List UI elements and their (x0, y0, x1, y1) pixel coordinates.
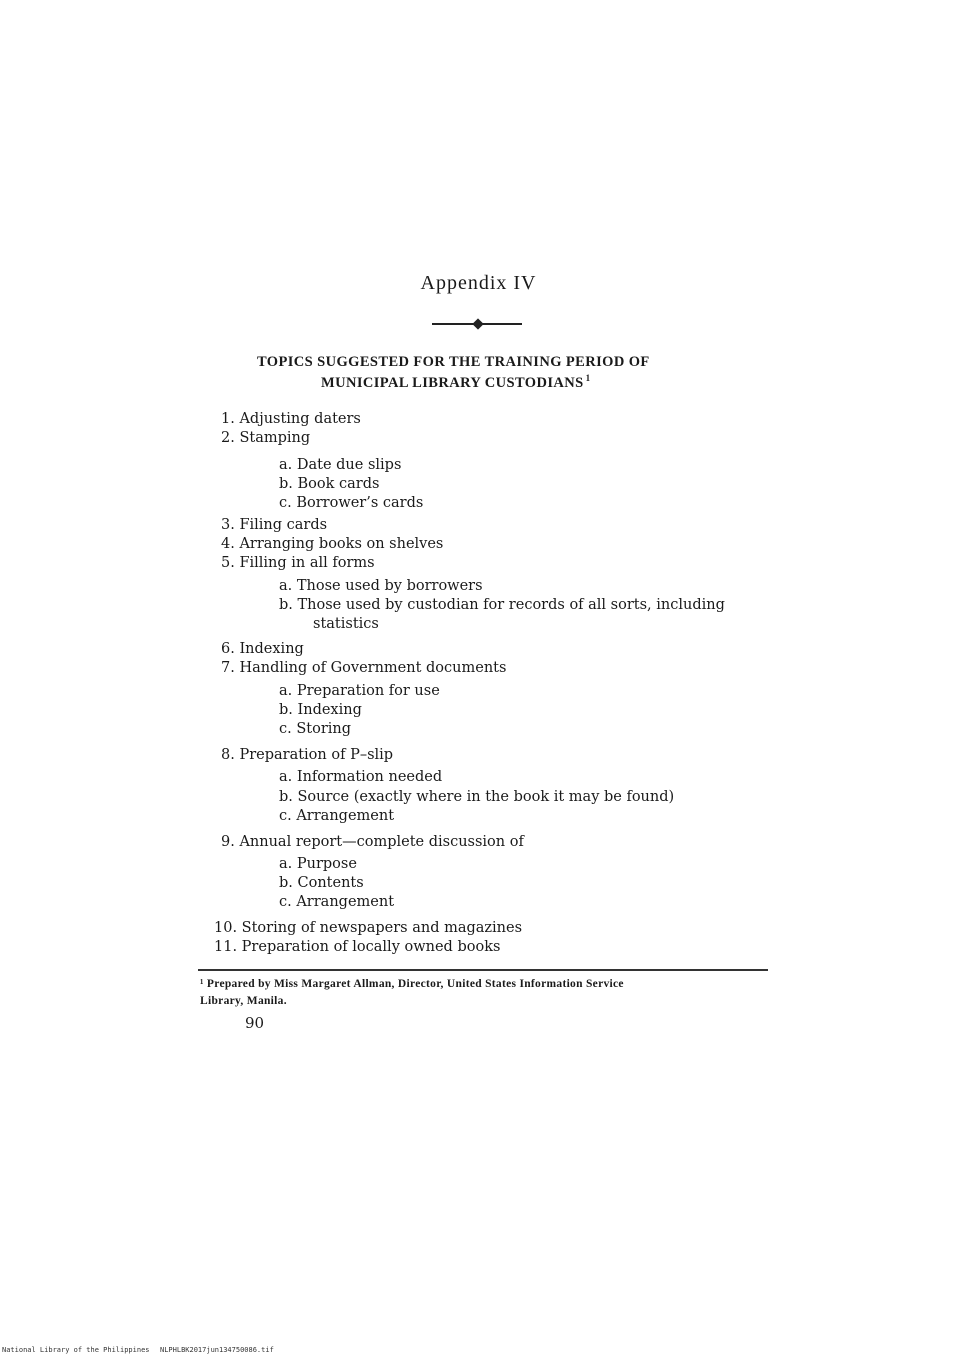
scan-credit-left: National Library of the Philippines (2, 1346, 150, 1354)
list-item: 7. Handling of Government documents (221, 660, 507, 676)
heading-line-1: TOPICS SUGGESTED FOR THE TRAINING PERIOD OF (257, 354, 650, 370)
list-item: 3. Filing cards (221, 517, 328, 533)
footnote-rule (198, 969, 768, 971)
list-item: 2. Stamping (221, 430, 311, 446)
footnote-line-2: Library, Manila. (200, 995, 287, 1007)
list-item: 11. Preparation of locally owned books (214, 939, 501, 955)
list-item: 8. Preparation of P–slip (221, 747, 394, 763)
list-item: b. Source (exactly where in the book it may be found) (279, 789, 675, 805)
list-item: 6. Indexing (221, 641, 304, 657)
appendix-title: Appendix IV (420, 272, 537, 294)
list-item: b. Indexing (279, 702, 362, 718)
title-ornament-diamond (472, 318, 483, 329)
page-number: 90 (245, 1014, 265, 1032)
footnote-marker: 1 (585, 373, 591, 383)
list-item: a. Preparation for use (279, 683, 440, 699)
list-item: c. Arrangement (279, 808, 395, 824)
list-item: c. Arrangement (279, 894, 395, 910)
list-item: 10. Storing of newspapers and magazines (214, 920, 523, 936)
list-item: b. Book cards (279, 476, 380, 492)
list-item: a. Purpose (279, 856, 357, 872)
list-item: a. Those used by borrowers (279, 578, 483, 594)
list-item: 4. Arranging books on shelves (221, 536, 444, 552)
list-item: 1. Adjusting daters (221, 411, 361, 427)
list-item: c. Borrower’s cards (279, 495, 424, 511)
list-item: a. Information needed (279, 769, 443, 785)
list-item: b. Contents (279, 875, 364, 891)
list-item: a. Date due slips (279, 457, 402, 473)
list-item: 9. Annual report—complete discussion of (221, 834, 524, 850)
list-item: statistics (313, 616, 379, 632)
list-item: b. Those used by custodian for records of all sorts, including (279, 597, 725, 613)
heading-line-2 (321, 373, 591, 392)
footnote-line-1: ¹ Prepared by Miss Margaret Allman, Director, United States Information Service (200, 978, 624, 990)
list-item: 5. Filling in all forms (221, 555, 375, 571)
scan-credit-right: NLPHLBK2017jun134750086.tif (160, 1346, 274, 1354)
heading-line-2-text: MUNICIPAL LIBRARY CUSTODIANS (321, 374, 584, 391)
list-item: c. Storing (279, 721, 352, 737)
